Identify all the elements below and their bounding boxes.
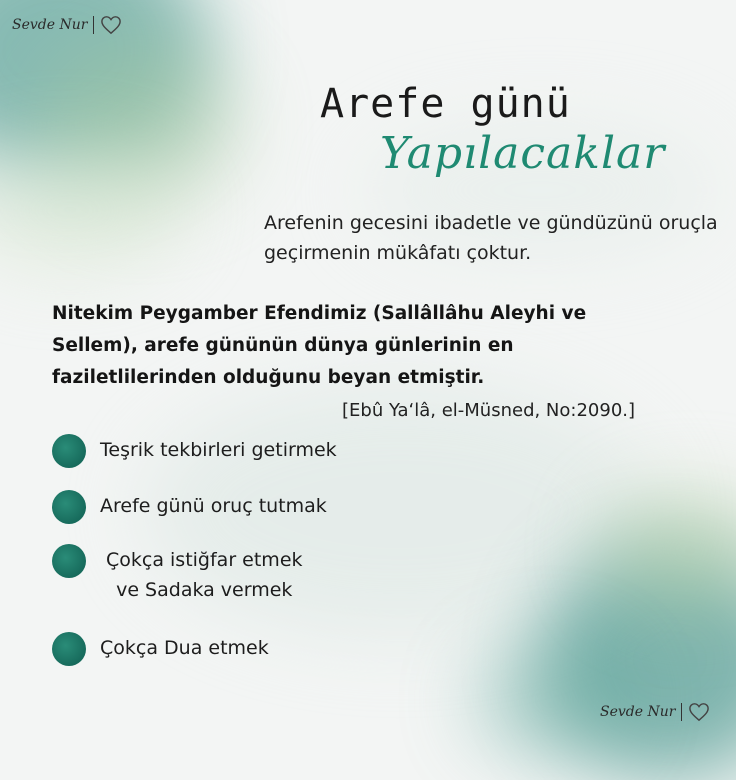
list-item bbox=[52, 632, 269, 666]
list-item bbox=[52, 490, 327, 524]
list-item bbox=[52, 434, 337, 468]
heart-outline-icon bbox=[688, 702, 710, 722]
bullet-dot-icon bbox=[52, 544, 86, 578]
list-item-label: Teşrik tekbirleri getirmek bbox=[100, 439, 337, 461]
title-line2: Yapılacaklar bbox=[380, 128, 666, 179]
brand-name: Sevde Nur bbox=[600, 704, 676, 720]
watercolor-wash bbox=[470, 640, 630, 760]
brand-signature-bottom bbox=[600, 702, 710, 722]
divider bbox=[93, 16, 94, 34]
list-item bbox=[52, 544, 303, 605]
list-item-label: Çokça istiğfar etmek ve Sadaka vermek bbox=[106, 549, 303, 601]
title-line1: Arefe günü bbox=[320, 81, 571, 127]
list-item-label: Çokça Dua etmek bbox=[100, 637, 269, 659]
heart-outline-icon bbox=[100, 15, 122, 35]
intro-text: Arefenin gecesini ibadetle ve gündüzünü oruçla geçirmenin mükâfatı çoktur. bbox=[264, 212, 718, 264]
bullet-dot-icon bbox=[52, 434, 86, 468]
hadith-text: Nitekim Peygamber Efendimiz (Sallâllâhu Aleyhi ve Sellem), arefe gününün dünya günlerinin en faziletlilerinden olduğunu beyan etmiştir. bbox=[52, 303, 587, 388]
list-item-label: Arefe günü oruç tutmak bbox=[100, 495, 327, 517]
brand-signature-top bbox=[12, 15, 122, 35]
bullet-dot-icon bbox=[52, 632, 86, 666]
reference-citation: [Ebû Ya‘lâ, el-Müsned, No:2090.] bbox=[342, 400, 636, 421]
brand-name: Sevde Nur bbox=[12, 17, 88, 33]
divider bbox=[681, 703, 682, 721]
bullet-dot-icon bbox=[52, 490, 86, 524]
